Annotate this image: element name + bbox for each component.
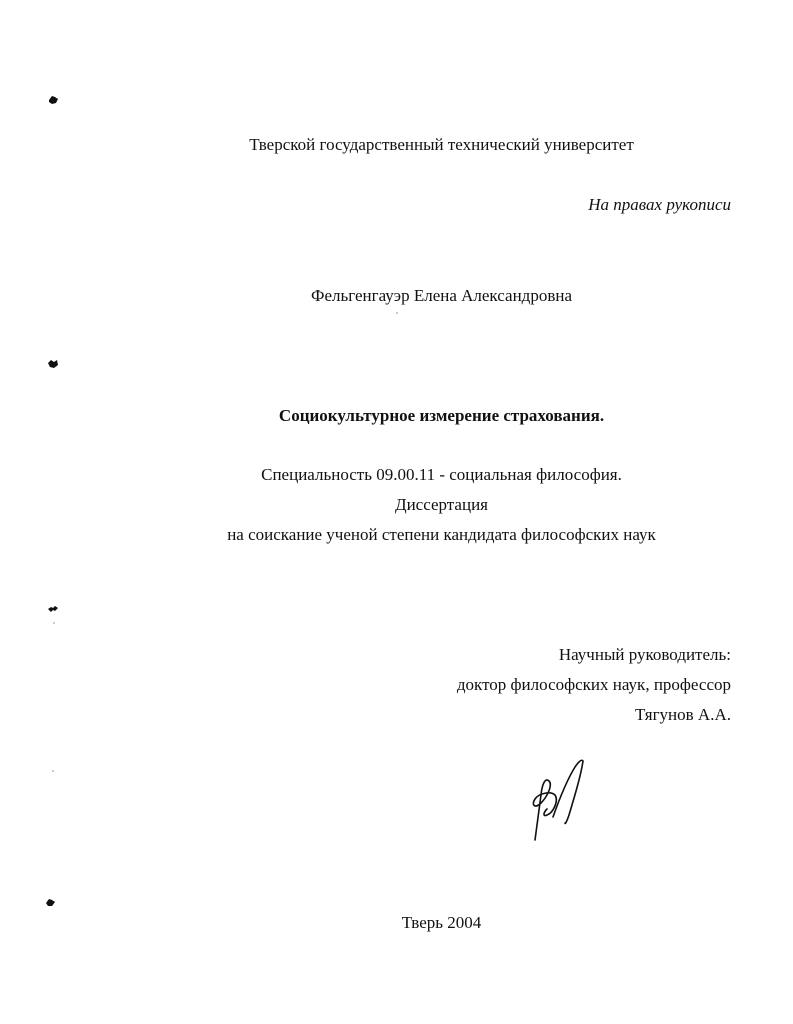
scan-speck [53, 622, 55, 624]
city-year: Тверь 2004 [401, 913, 482, 932]
binding-hole-icon [47, 358, 59, 370]
degree-line: на соискание ученой степени кандидата философских наук [227, 525, 656, 544]
binding-hole-icon [44, 896, 56, 908]
handwritten-signature [525, 755, 595, 845]
author-name: Фельгенгауэр Елена Александровна [311, 286, 572, 305]
university-name: Тверской государственный технический университет [249, 135, 634, 154]
dissertation-title: Социокультурное измерение страхования. [278, 406, 605, 425]
binding-hole-icon [47, 603, 59, 615]
specialty-line: Специальность 09.00.11 - социальная философия. [261, 465, 622, 484]
supervisor-name: Тягунов А.А. [635, 705, 731, 724]
scan-speck [52, 770, 54, 772]
supervisor-degree: доктор философских наук, профессор [456, 675, 731, 694]
work-type: Диссертация [394, 495, 488, 514]
manuscript-note: На правах рукописи [588, 195, 731, 214]
supervisor-label: Научный руководитель: [558, 645, 731, 664]
binding-hole-icon [47, 94, 59, 106]
scan-speck [396, 312, 398, 314]
